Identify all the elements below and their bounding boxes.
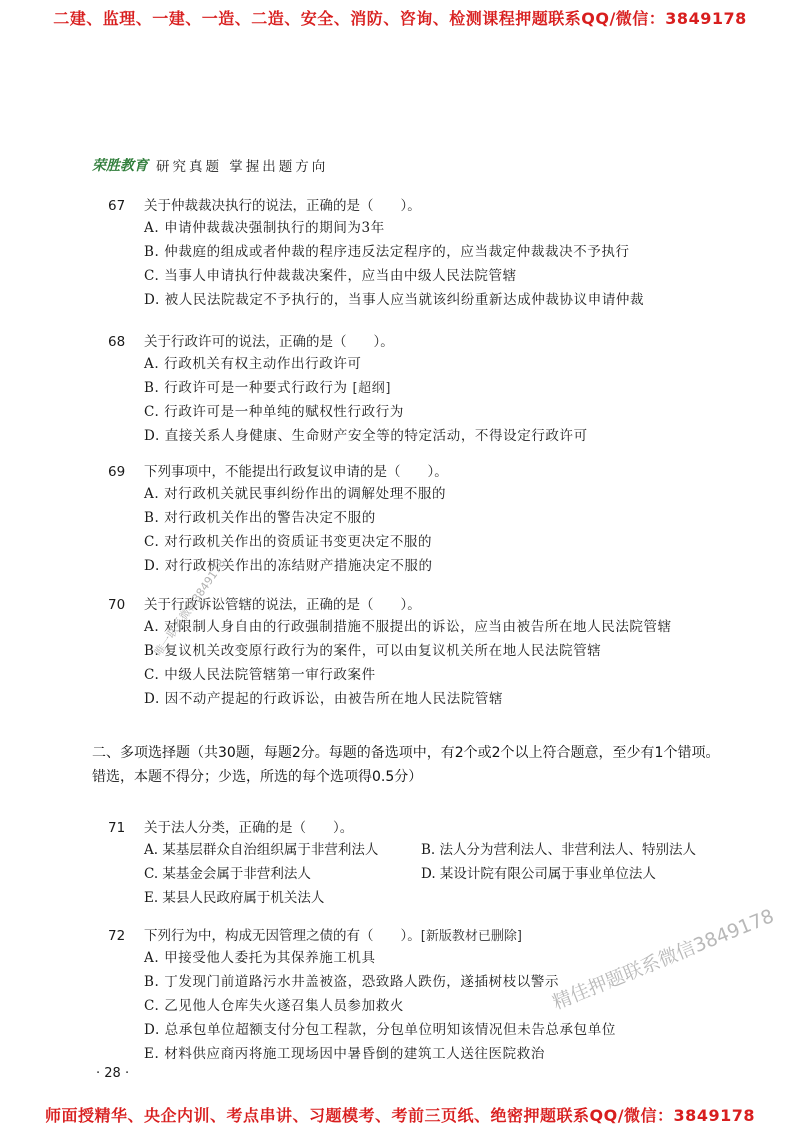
option: C. 乙见他人仓库失火遂召集人员参加救火 xyxy=(144,998,404,1014)
watermark-small: 唯一联系微信3849178 xyxy=(151,556,229,659)
option: B. 复议机关改变原行政行为的案件，可以由复议机关所在地人民法院管辖 xyxy=(144,643,602,659)
option: D. 总承包单位超额支付分包工程款，分包单位明知该情况但未告总承包单位 xyxy=(144,1022,616,1038)
header-motto: 研究真题 掌握出题方向 xyxy=(156,159,329,175)
option: A. 某基层群众自治组织属于非营利法人 xyxy=(144,842,379,858)
option: A. 对行政机关就民事纠纷作出的调解处理不服的 xyxy=(144,486,447,502)
page-number: · 28 · xyxy=(96,1066,130,1081)
publisher-logo: 荣胜教育 xyxy=(92,158,148,174)
option: D. 直接关系人身健康、生命财产安全等的特定活动，不得设定行政许可 xyxy=(144,428,588,444)
option: A. 行政机关有权主动作出行政许可 xyxy=(144,356,362,372)
option: D. 某设计院有限公司属于事业单位法人 xyxy=(421,866,656,882)
option: B. 仲裁庭的组成或者仲裁的程序违反法定程序的，应当裁定仲裁裁决不予执行 xyxy=(144,244,630,260)
deleted-tag: [新版教材已删除] xyxy=(420,929,522,944)
outline-tag: [超纲] xyxy=(352,381,392,396)
question-stem: 关于法人分类，正确的是（ ）。 xyxy=(144,820,354,836)
question-67 xyxy=(108,194,644,310)
question-69 xyxy=(108,460,448,576)
question-72 xyxy=(108,924,616,1064)
option: A. 对限制人身自由的行政强制措施不服提出的诉讼，应当由被告所在地人民法院管辖 xyxy=(144,619,672,635)
question-number: 68 xyxy=(108,334,126,350)
option: A. 甲接受他人委托为其保养施工机具 xyxy=(144,950,376,966)
option: A. 申请仲裁裁决强制执行的期间为3年 xyxy=(144,220,385,236)
question-71 xyxy=(108,816,721,908)
question-stem: 关于行政诉讼管辖的说法，正确的是（ ）。 xyxy=(144,597,421,613)
question-stem: 下列事项中，不能提出行政复议申请的是（ ）。 xyxy=(144,464,448,480)
question-number: 69 xyxy=(108,464,126,480)
question-stem: 关于仲裁裁决执行的说法，正确的是（ ）。 xyxy=(144,198,421,214)
question-number: 72 xyxy=(108,928,126,944)
bottom-banner: 师面授精华、央企内训、考点串讲、习题模考、考前三页纸、绝密押题联系QQ/微信：3849178 xyxy=(45,1106,755,1125)
watermark-large: 精佳押题联系微信3849178 xyxy=(549,905,778,1015)
option: D. 对行政机关作出的冻结财产措施决定不服的 xyxy=(144,558,433,574)
option: E. 材料供应商丙将施工现场因中暑昏倒的建筑工人送往医院救治 xyxy=(144,1046,545,1062)
question-number: 71 xyxy=(108,820,126,836)
top-banner: 二建、监理、一建、一造、二造、安全、消防、咨询、检测课程押题联系QQ/微信：3849178 xyxy=(53,9,747,28)
question-68 xyxy=(108,330,588,446)
option: C. 对行政机关作出的资质证书变更决定不服的 xyxy=(144,534,433,550)
option: E. 某县人民政府属于机关法人 xyxy=(144,890,325,906)
option: B. 行政许可是一种要式行政行为 xyxy=(144,380,348,396)
option: C. 某基金会属于非营利法人 xyxy=(144,866,311,882)
page-header xyxy=(92,155,328,175)
option: B. 法人分为营利法人、非营利法人、特别法人 xyxy=(421,842,697,858)
question-number: 67 xyxy=(108,198,126,214)
section-heading: 二、多项选择题（共30题，每题2分。每题的备选项中，有2个或2个以上符合题意，至少有1个错项。错选，本题不得分；少选，所选的每个选项得0.5分） xyxy=(92,745,720,785)
question-stem: 关于行政许可的说法，正确的是（ ）。 xyxy=(144,334,394,350)
option: C. 中级人民法院管辖第一审行政案件 xyxy=(144,667,376,683)
option: C. 当事人申请执行仲裁裁决案件，应当由中级人民法院管辖 xyxy=(144,268,517,284)
question-number: 70 xyxy=(108,597,126,613)
option: C. 行政许可是一种单纯的赋权性行政行为 xyxy=(144,404,404,420)
option: D. 因不动产提起的行政诉讼，由被告所在地人民法院管辖 xyxy=(144,691,504,707)
question-stem: 下列行为中，构成无因管理之债的有（ ）。 xyxy=(144,928,421,944)
option: B. 对行政机关作出的警告决定不服的 xyxy=(144,510,376,526)
option: D. 被人民法院裁定不予执行的，当事人应当就该纠纷重新达成仲裁协议申请仲裁 xyxy=(144,292,645,308)
option: B. 丁发现门前道路污水井盖被盗，恐致路人跌伤，遂插树枝以警示 xyxy=(144,974,560,990)
